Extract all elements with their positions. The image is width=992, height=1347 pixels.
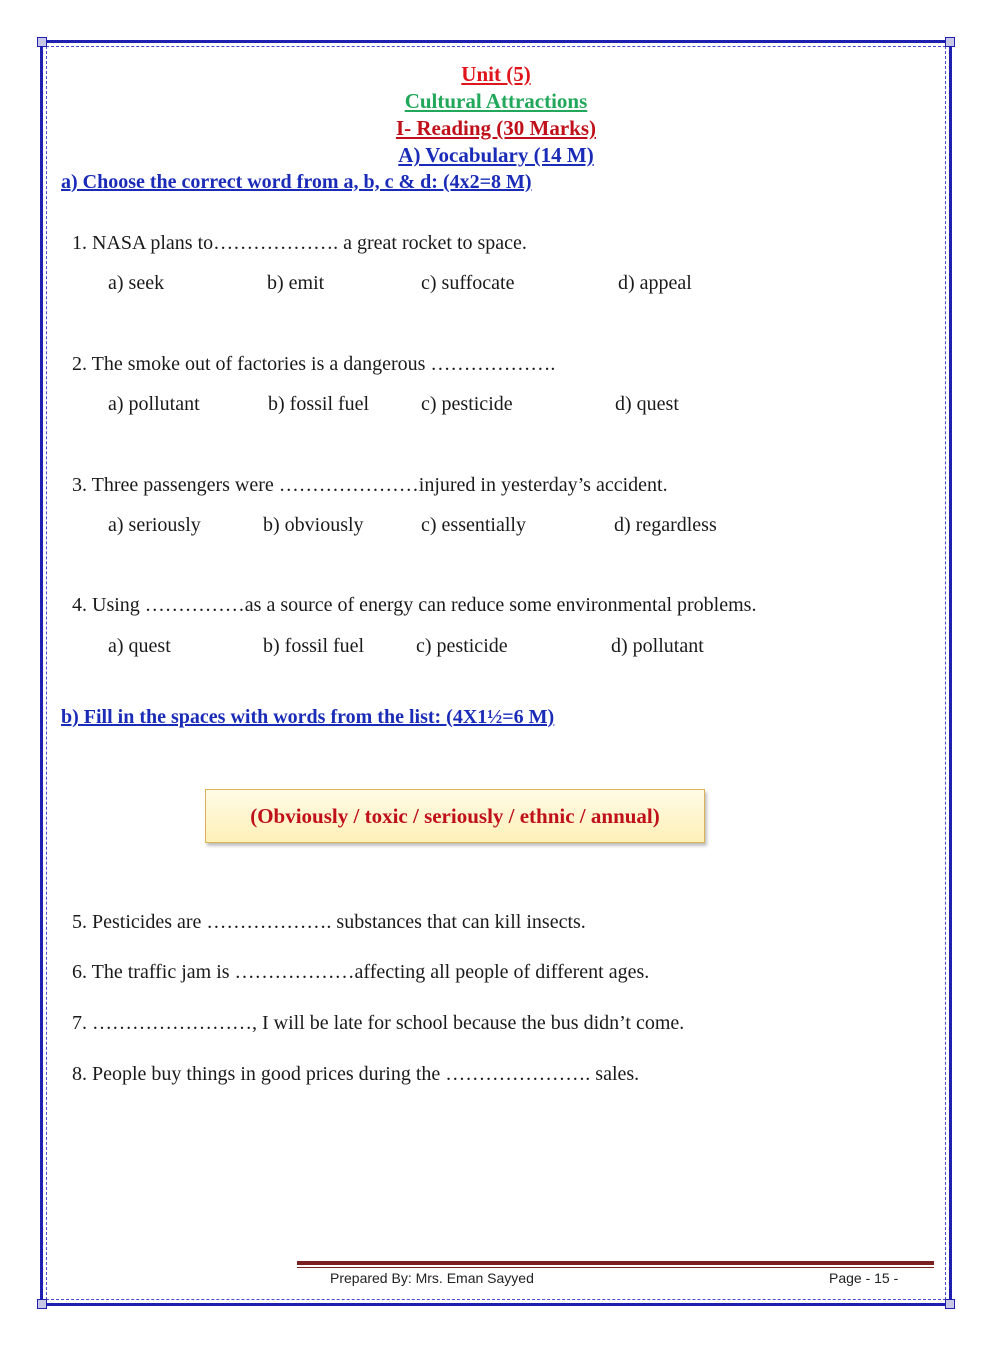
corner-ornament <box>945 37 955 47</box>
option-b: b) emit <box>267 272 325 294</box>
word-list-box <box>205 789 705 843</box>
option-b: b) fossil fuel <box>268 393 370 415</box>
corner-ornament <box>37 37 47 47</box>
footer-divider <box>297 1261 934 1265</box>
section-a-heading: a) Choose the correct word from a, b, c & d: (4x2=8 M) <box>61 171 532 193</box>
option-a: a) seek <box>108 272 165 294</box>
footer-author: Prepared By: Mrs. Eman Sayyed <box>330 1270 534 1286</box>
question-4: 4. Using ……………as a source of energy can reduce some environmental problems. <box>72 594 757 616</box>
footer-divider-thin <box>297 1267 934 1268</box>
option-b: b) fossil fuel <box>263 635 365 657</box>
unit-subtitle: Cultural Attractions <box>404 89 588 113</box>
section-b-heading: b) Fill in the spaces with words from the list: (4X1½=6 M) <box>61 706 555 728</box>
option-d: d) appeal <box>618 272 692 294</box>
option-b: b) obviously <box>263 514 364 536</box>
sentence-5: 5. Pesticides are ………………. substances that can kill insects. <box>72 911 586 933</box>
word-list: (Obviously / toxic / seriously / ethnic / annual) <box>250 803 660 828</box>
section-title: I- Reading (30 Marks) <box>395 116 597 140</box>
sentence-8: 8. People buy things in good prices during the …………………. sales. <box>72 1063 640 1085</box>
part-title: A) Vocabulary (14 M) <box>398 143 594 167</box>
option-d: d) pollutant <box>611 635 704 657</box>
sentence-6: 6. The traffic jam is ………………affecting all people of different ages. <box>72 961 650 983</box>
option-a: a) quest <box>108 635 171 657</box>
option-c: c) pesticide <box>421 393 513 415</box>
option-d: d) regardless <box>614 514 717 536</box>
option-c: c) pesticide <box>416 635 508 657</box>
unit-title: Unit (5) <box>461 62 531 86</box>
footer-page-number: Page - 15 - <box>829 1270 899 1286</box>
sentence-7: 7. ……………………, I will be late for school because the bus didn’t come. <box>72 1012 685 1034</box>
question-2: 2. The smoke out of factories is a dangerous ………………. <box>72 353 556 375</box>
option-a: a) pollutant <box>108 393 200 415</box>
option-a: a) seriously <box>108 514 201 536</box>
corner-ornament <box>945 1299 955 1309</box>
option-c: c) essentially <box>421 514 526 536</box>
question-3: 3. Three passengers were …………………injured in yesterday’s accident. <box>72 474 668 496</box>
option-c: c) suffocate <box>421 272 515 294</box>
option-d: d) quest <box>615 393 679 415</box>
corner-ornament <box>37 1299 47 1309</box>
question-1: 1. NASA plans to………………. a great rocket to space. <box>72 232 527 254</box>
